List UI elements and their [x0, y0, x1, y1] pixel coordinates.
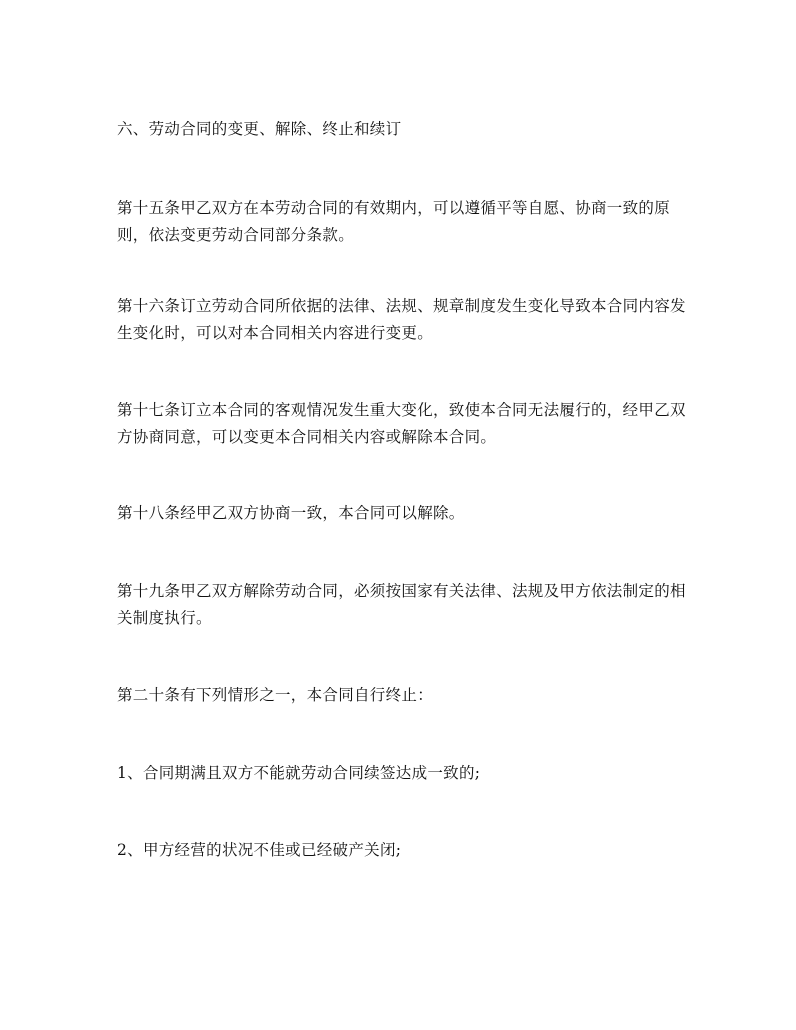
clause-16-line-2: 生变化时，可以对本合同相关内容进行变更。 — [117, 324, 434, 342]
section-heading — [117, 116, 687, 143]
clause-20-line-1: 第二十条有下列情形之一，本合同自行终止： — [117, 686, 434, 704]
clause-17-line-2: 方协商同意，可以变更本合同相关内容或解除本合同。 — [117, 428, 497, 446]
clause-15-line-2: 则，依法变更劳动合同部分条款。 — [117, 226, 355, 244]
clause-16 — [117, 293, 687, 347]
clause-17-line-1: 第十七条订立本合同的客观情况发生重大变化，致使本合同无法履行的，经甲乙双 — [117, 401, 686, 419]
list-item-1 — [117, 760, 687, 787]
list-item-2 — [117, 837, 687, 864]
clause-16-line-1: 第十六条订立劳动合同所依据的法律、法规、规章制度发生变化导致本合同内容发 — [117, 297, 686, 315]
list-item-1-text: 1、合同期满且双方不能就劳动合同续签达成一致的; — [117, 764, 481, 782]
list-item-2-text: 2、甲方经营的状况不佳或已经破产关闭; — [117, 841, 402, 859]
clause-20 — [117, 682, 687, 709]
clause-15-line-1: 第十五条甲乙双方在本劳动合同的有效期内，可以遵循平等自愿、协商一致的原 — [117, 199, 671, 217]
clause-18 — [117, 500, 687, 527]
clause-19-line-2: 关制度执行。 — [117, 609, 212, 627]
clause-18-line-1: 第十八条经甲乙双方协商一致，本合同可以解除。 — [117, 504, 465, 522]
clause-17 — [117, 397, 687, 451]
clause-19 — [117, 578, 687, 632]
clause-15 — [117, 195, 687, 249]
section-heading-text: 六、劳动合同的变更、解除、终止和续订 — [117, 120, 402, 138]
clause-19-line-1: 第十九条甲乙双方解除劳动合同，必须按国家有关法律、法规及甲方依法制定的相 — [117, 582, 686, 600]
